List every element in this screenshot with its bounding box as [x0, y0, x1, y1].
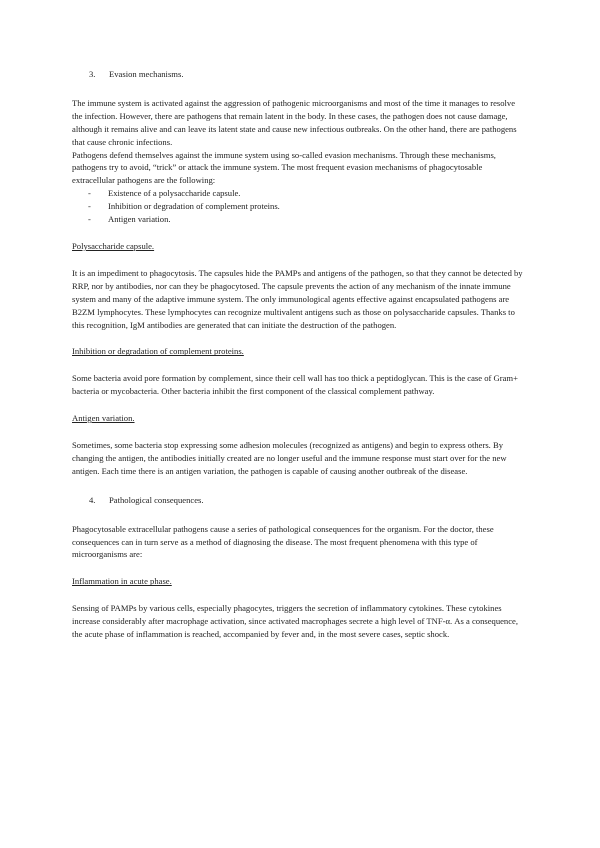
paragraph: Sensing of PAMPs by various cells, especially phagocytes, triggers the secretion of inflammatory cytokines. These cytokines increase considerably after macrophage activation, since activated macrophages secrete a high level of TNF-α. As a consequence, the acute phase of inflammation is reached, accompanied by fever and, in the most severe cases, septic shock.	[72, 603, 519, 640]
section-number: 4.	[89, 494, 96, 505]
section-title: Pathological consequences.	[109, 494, 204, 505]
paragraph: Some bacteria avoid pore formation by complement, since their cell wall has too thick a peptidoglycan. This is the case of Gram+ bacteria or mycobacteria. Other bacteria inhibit the first component of the classical complement pathway.	[72, 373, 518, 397]
list-item: - Antigen variation.	[88, 214, 171, 225]
section-title: Evasion mechanisms.	[109, 69, 184, 79]
evasion-list	[72, 187, 524, 226]
list-item: - Inhibition or degradation of complement proteins.	[88, 201, 280, 212]
paragraph: It is an impediment to phagocytosis. The capsules hide the PAMPs and antigens of the pathogen, so that they cannot be detected by RRP, nor by antibodies, nor can they be phagocytosed. The capsule prevents the action of any mechanism of the innate immune system and many of the adaptive immune system. The only immunological agents effective against encapsulated pathogens are B2ZM lymphocytes. These lymphocytes can recognize multivalent antigens such as those on polysaccharide capsules. Thanks to this recognition, IgM antibodies are generated that can initiate the destruction of the pathogen.	[72, 267, 523, 330]
paragraph: Pathogens defend themselves against the immune system using so-called evasion mechanisms. Through these mechanisms, pathogens try to avoid, “trick” or attack the immune system. The most frequent evasion mechanisms of phagocytosable extracellular pathogens are the following:	[72, 149, 496, 186]
subsection-title: Polysaccharide capsule.	[72, 240, 155, 251]
section-3-heading	[89, 68, 524, 81]
subsection-title: Inhibition or degradation of complement proteins.	[72, 346, 244, 357]
list-item: - Existence of a polysaccharide capsule.	[88, 188, 241, 199]
subsection-title: Antigen variation.	[72, 413, 135, 424]
document-page	[72, 68, 524, 641]
section-number: 3.	[89, 69, 96, 79]
section-4-heading	[89, 494, 524, 507]
paragraph: The immune system is activated against the aggression of pathogenic microorganisms and most of the time it manages to resolve the infection. However, there are pathogens that remain latent in the body. In these cases, the pathogen does not cause damage, although it remains alive and can leave its latent state and cause new infectious outbreaks. On the other hand, there are pathogens that cause chronic infections.	[72, 97, 517, 147]
paragraph: Phagocytosable extracellular pathogens cause a series of pathological consequences for the organism. For the doctor, these consequences can in turn serve as a method of diagnosing the disease. The most frequent phenomena with this type of microorganisms are:	[72, 523, 494, 560]
subsection-title: Inflammation in acute phase.	[72, 576, 172, 587]
paragraph: Sometimes, some bacteria stop expressing some adhesion molecules (recognized as antigens) and begin to express others. By changing the antigen, the antibodies initially created are no longer useful and the immune response must start over for the new antigen. Each time there is an antigen variation, the pathogen is capable of causing another outbreak of the disease.	[72, 440, 507, 476]
